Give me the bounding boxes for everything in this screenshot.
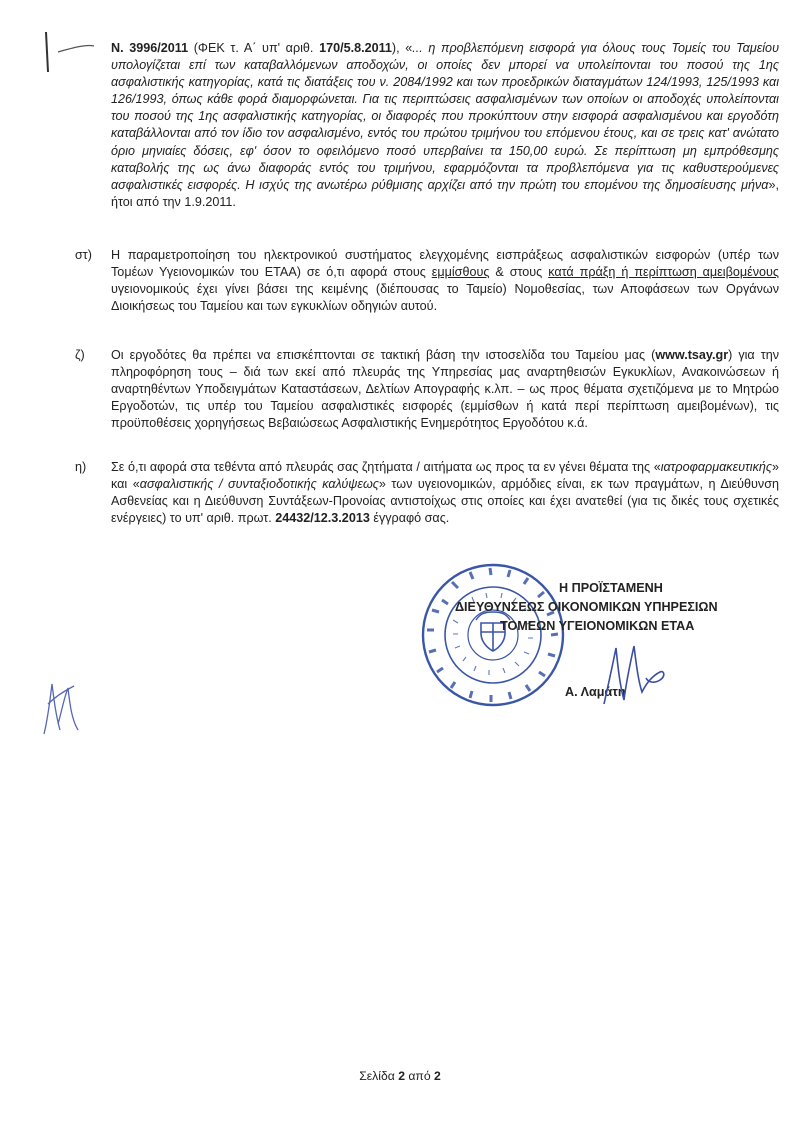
scan-mark-top — [28, 28, 98, 78]
salaried-underlined: εμμίσθους — [431, 265, 490, 280]
quote-tail: », ήτοι από την 1.9.2011. — [111, 177, 779, 209]
fek-number: 170/5.8.2011 — [319, 41, 392, 55]
signatory-sector: ΤΟΜΕΩΝ ΥΓΕΙΟΝΟΜΙΚΩΝ ΕΤΑΑ — [500, 619, 695, 633]
paragraph-st-text-c: υγειονομικούς έχει γίνει βάσει της κειμένης (διέπουσας το Ταμείο) Νομοθεσίας, των Αποφάσεων των Οργάνων Διοικήσεως του Ταμείου και των εγκυκλίων οδηγιών αυτού. — [111, 282, 779, 314]
paragraph-law-3996 — [111, 40, 779, 211]
paragraph-i-text-c: » των υγειονομικών, αρμόδιες είναι, εκ των πραγμάτων, η Διεύθυνση Ασθενείας και η Διεύθυνση Συντάξεων-Προνοίας αντιστοίχως στις οποίες και έχει ανατεθεί (για τις δικές τους σχετικές ενέργειες) το υπ' αριθ. πρωτ. — [111, 477, 779, 526]
paragraph-z-text-a: Οι εργοδότες θα πρέπει να επισκέπτονται σε τακτική βάση την ιστοσελίδα του Ταμείου μας ( — [111, 348, 656, 362]
law-number: Ν. 3996/2011 — [111, 41, 189, 55]
per-act-underlined: κατά πράξη ή περίπτωση αμειβομένους — [548, 265, 779, 280]
fek-suffix: ), « — [391, 41, 413, 55]
margin-initial-mark — [38, 660, 88, 740]
paragraph-i — [111, 459, 779, 527]
paragraph-st — [111, 247, 779, 315]
paragraph-st-text-b: & στους — [489, 265, 549, 280]
footer-middle: από — [404, 1069, 434, 1083]
law-quote: ... η προβλεπόμενη εισφορά για όλους τους Τομείς του Ταμείου υπολογίζεται επί των καταβαλλόμενων αποδοχών, οι οποίες δεν μπορεί να υπολείπονται του ποσού της 1ης ασφαλιστικής κατηγορίας, κατά τις διατάξεις του ν. 2084/1992 και των προεδρικών διαταγμάτων 124/1993, 125/1993 και 126/1993, όπως κάθε φορά διαμορφώνεται. Για τις περιπτώσεις ασφαλισμένων των οποίων οι αποδοχές υπολείπονται του ποσού της 1ης ασφαλιστικής κατηγορίας, οι διαφορές που προκύπτουν στην εισφορά ασφαλισμένου και εργοδότη καταβάλλονται από τον ίδιο τον ασφαλισμένο, εντός του πρώτου τριμήνου του επόμενου έτους, και σε τρεις κατ' ανώτατο όριο μηνιαίες δόσεις, εφ' όσον το οφειλόμενο ποσό υπερβαίνει τα 150,00 ευρώ. Σε περίπτωση μη εμπρόθεσμης καταβολής της ως άνω διαφοράς εντός του τριμήνου, εφαρμόζονται τα προβλεπόμενα για τις καθυστερούμενες ασφαλιστικές εισφορές. Η ισχύς της ανωτέρω ρύθμισης αρχίζει από την πρώτη του επομένου της δημοσίευσης μήνα — [111, 41, 779, 192]
handwritten-signature — [590, 628, 670, 708]
paragraph-i-text-d: έγγραφό σας. — [369, 511, 450, 526]
item-marker-z: ζ) — [75, 348, 85, 362]
signatory-directorate: ΔΙΕΥΘΥΝΣΕΩΣ ΟΙΚΟΝΟΜΙΚΩΝ ΥΠΗΡΕΣΙΩΝ — [455, 600, 718, 614]
paragraph-i-text-a: Σε ό,τι αφορά στα τεθέντα από πλευράς σας ζητήματα / αιτήματα ως προς τα εν γένει θέματα της « — [111, 460, 661, 474]
official-seal-stamp — [418, 560, 568, 710]
website-link[interactable]: www.tsay.gr — [655, 348, 729, 362]
fek-prefix: (ΦΕΚ τ. Α΄ υπ' αριθ. — [188, 41, 320, 55]
paragraph-z — [111, 347, 779, 432]
paragraph-z-text-b: ) για την πληροφόρηση τους – διά των εκεί από πλευράς της Υπηρεσίας μας αναρτηθεισών Εγκυκλίων, Ανακοινώσεων ή αναρτηθέντων Υποδειγμάτων Καταστάσεων, Δελτίων Απογραφής κ.λπ. – ως προς θέματα σχετιζόμενα με το Μητρώο Εργοδοτών, τις υπέρ του Ταμείου ασφαλιστικές εισφορές (εμμίσθων ή κατά περί περίπτωση αμειβομένων), τις προϋποθέσεις χορηγήσεως Βεβαιώσεως Ασφαλιστικής Ενημερότητος Εργοδότου κ.ά. — [111, 348, 779, 431]
paragraph-i-text-b: » και « — [111, 460, 779, 492]
page-footer — [0, 1069, 800, 1083]
item-marker-i: η) — [75, 460, 87, 474]
footer-prefix: Σελίδα — [359, 1069, 399, 1083]
footer-page-number: 2 — [398, 1069, 405, 1083]
insurance-coverage-italic: ασφαλιστικής / συνταξιοδοτικής καλύψεως — [139, 477, 379, 492]
signatory-name: Α. Λαμάτη — [565, 685, 626, 699]
medical-coverage-italic: ιατροφαρμακευτικής — [660, 460, 772, 474]
item-marker-st: στ) — [75, 248, 92, 262]
footer-total-pages: 2 — [434, 1069, 441, 1083]
signatory-title: Η ΠΡΟΪΣΤΑΜΕΝΗ — [559, 581, 663, 595]
paragraph-st-text-a: Η παραμετροποίηση του ηλεκτρονικού συστήματος ελεγχομένης εισπράξεως ασφαλιστικών εισφορών (υπέρ των Τομέων Υγειονομικών του ΕΤΑΑ) σε ό,τι αφορά στους — [111, 248, 779, 280]
protocol-number: 24432/12.3.2013 — [275, 511, 370, 526]
